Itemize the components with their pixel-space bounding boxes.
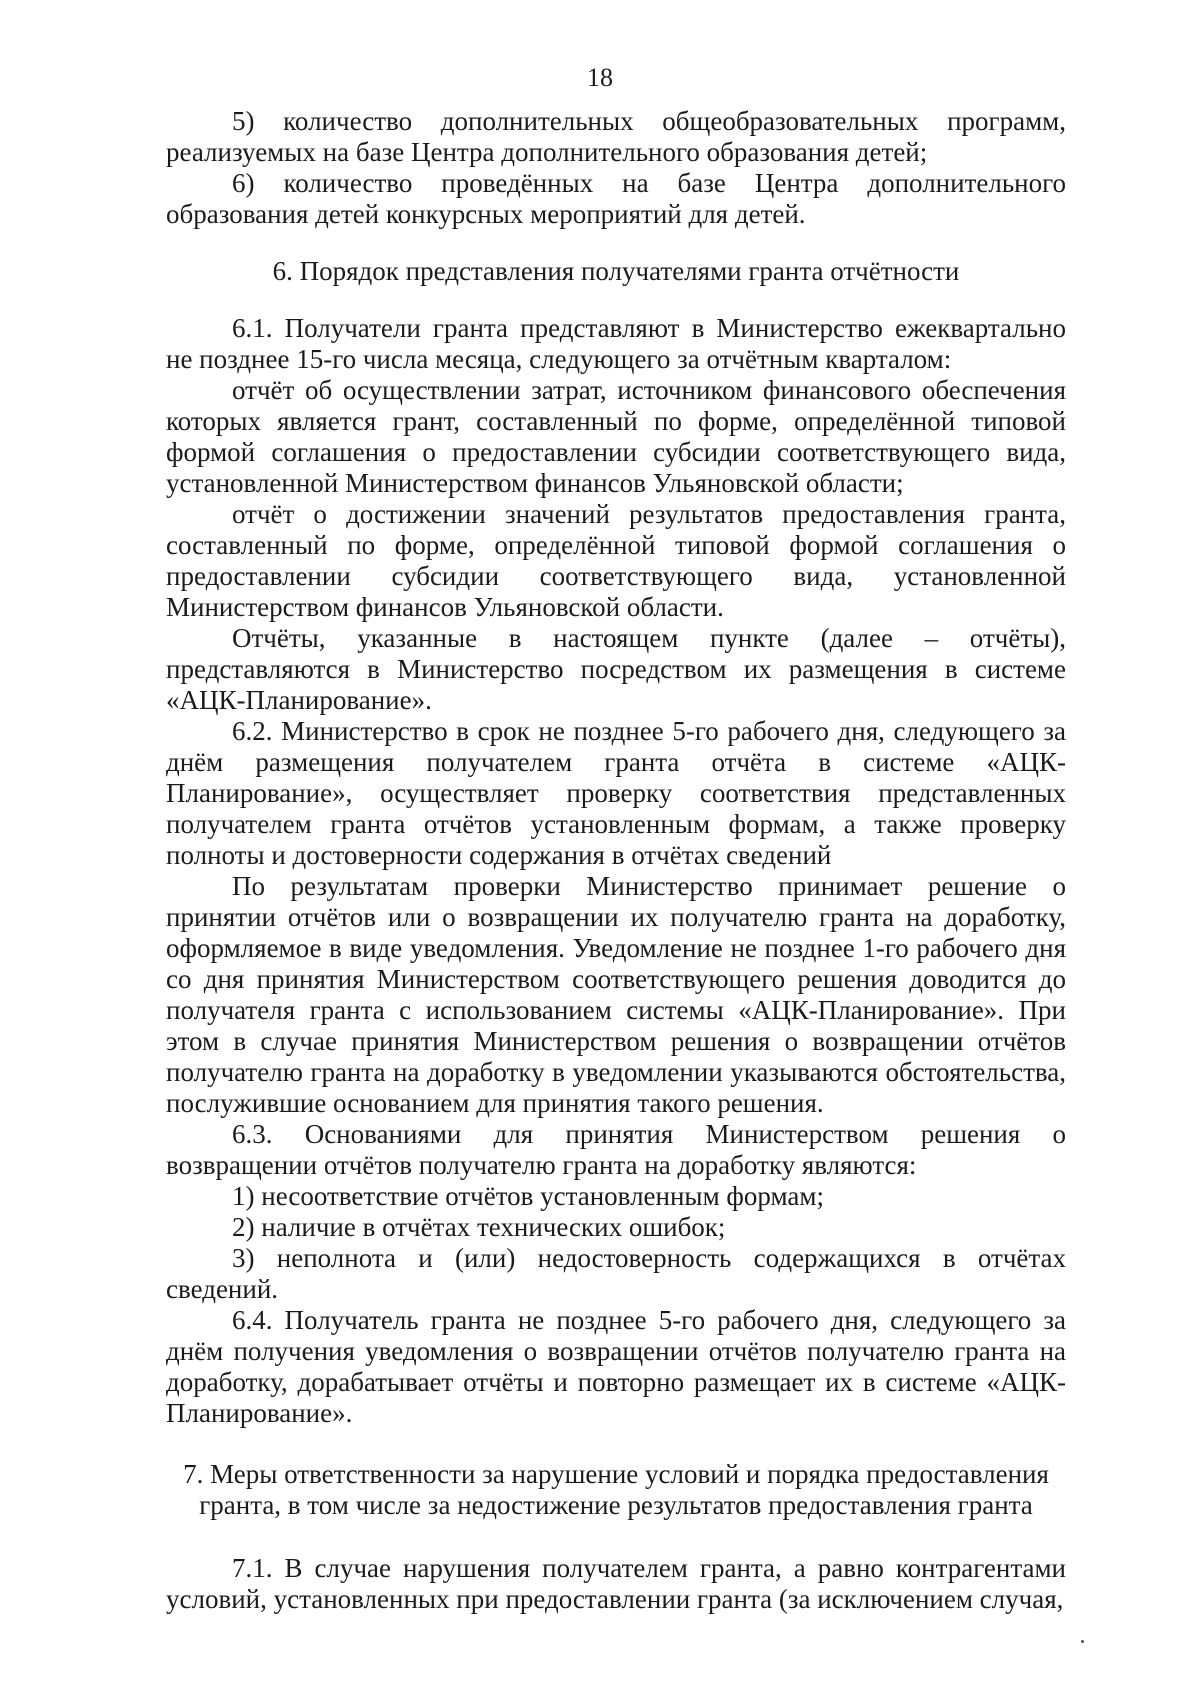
paragraph-6-1-report-costs: отчёт об осуществлении затрат, источником финансового обеспечения которых является грант, составленный по форме, определённой типовой формой соглашения о предоставлении субсидии соответствующего вида, установленной Министерством финансов Ульяновской области;: [166, 375, 1066, 498]
list-item-6: 6) количество проведённых на базе Центра дополнительного образования детей конкурсных мероприятий для детей.: [166, 168, 1066, 229]
paragraph-6-1: 6.1. Получатели гранта представляют в Министерство ежеквартально не позднее 15-го числа месяца, следующего за отчётным кварталом:: [166, 313, 1066, 374]
list-item-6-3-3: 3) неполнота и (или) недостоверность содержащихся в отчётах сведений.: [166, 1243, 1066, 1304]
paragraph-6-4: 6.4. Получатель гранта не позднее 5-го рабочего дня, следующего за днём получения уведомления о возвращении отчётов получателю гранта на доработку, дорабатывает отчёты и повторно размещает их в системе «АЦК-Планирование».: [166, 1305, 1066, 1428]
paragraph-6-2-decision: По результатам проверки Министерство принимает решение о принятии отчётов или о возвращении их получателю гранта на доработку, оформляемое в виде уведомления. Уведомление не позднее 1-го рабочего дня со дня принятия Министерством соответствующего решения доводится до получателя гранта с использованием системы «АЦК-Планирование». При этом в случае принятия Министерством решения о возвращении отчётов получателю гранта на доработку в уведомлении указываются обстоятельства, послужившие основанием для принятия такого решения.: [166, 871, 1066, 1118]
paragraph-6-1-submission: Отчёты, указанные в настоящем пункте (далее – отчёты), представляются в Министерство посредством их размещения в системе «АЦК-Планирование».: [166, 623, 1066, 715]
paragraph-6-1-report-results: отчёт о достижении значений результатов предоставления гранта, составленный по форме, определённой типовой формой соглашения о предоставлении субсидии соответствующего вида, установленной Министерством финансов Ульяновской области.: [166, 499, 1066, 622]
list-item-6-3-1: 1) несоответствие отчётов установленным формам;: [232, 1181, 824, 1211]
page-number: 18: [587, 63, 613, 92]
section-heading-6: 6. Порядок представления получателями гранта отчётности: [272, 256, 960, 286]
paragraph-7-1: 7.1. В случае нарушения получателем гранта, а равно контрагентами условий, установленных при предоставлении гранта (за исключением случая,: [166, 1553, 1066, 1614]
paragraph-6-3: 6.3. Основаниями для принятия Министерством решения о возвращении отчётов получателю гранта на доработку являются:: [166, 1119, 1066, 1180]
list-item-5: 5) количество дополнительных общеобразовательных программ, реализуемых на базе Центра дополнительного образования детей;: [166, 106, 1066, 167]
paragraph-6-2: 6.2. Министерство в срок не позднее 5-го рабочего дня, следующего за днём размещения получателем гранта отчёта в системе «АЦК-Планирование», осуществляет проверку соответствия представленных получателем гранта отчётов установленным формам, а также проверку полноты и достоверности содержания в отчётах сведений: [166, 716, 1066, 870]
document-body: [166, 106, 1066, 1615]
section-heading-7: 7. Меры ответственности за нарушение условий и порядка предоставления гранта, в том числе за недостижение результатов предоставления гранта: [183, 1459, 1049, 1520]
list-item-6-3-2: 2) наличие в отчётах технических ошибок;: [232, 1212, 726, 1242]
scan-speck: [1081, 1640, 1084, 1643]
